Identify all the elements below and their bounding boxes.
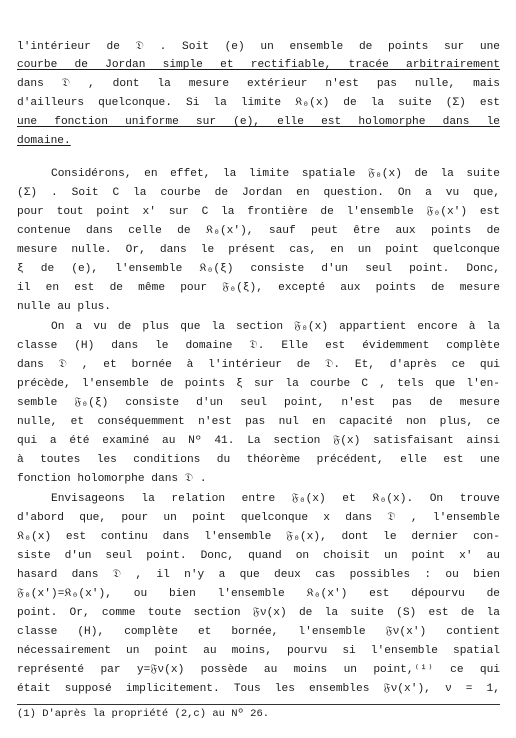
text-line: contenue dans celle de 𝔎₀(x'), sauf peut être aux points de [17, 225, 500, 237]
text-line: nulle, et conséquemment n'est pas nul en capacité non plus, ce [17, 416, 500, 428]
text-line: il en est de même pour 𝔉₀(ξ), excepté aux points de mesure [17, 282, 500, 294]
text-line: nécessairement un point au moins, pourvu si l'ensemble spatial [17, 645, 500, 657]
text-line: une fonction uniforme sur (e), elle est holomorphe dans le [17, 116, 500, 128]
text-line: classe (H), complète et bornée, l'ensemble 𝔉ν(x') contient [17, 626, 500, 638]
text-line: nulle au plus. [17, 301, 111, 313]
text-line: courbe de Jordan simple et rectifiable, tracée arbitrairement [17, 59, 500, 71]
text-line: à toutes les conditions du théorème précédent, elle est une [17, 454, 500, 466]
text-line: point. Or, comme toute section 𝔉ν(x) de la suite (S) est de la [17, 607, 500, 619]
footnote-divider [17, 704, 500, 705]
text-line: semble 𝔉₀(ξ) consiste d'un seul point, n'est pas de mesure [17, 397, 500, 409]
text-line: 𝔉₀(x')=𝔎₀(x'), ou bien l'ensemble 𝔎₀(x') est dépourvu de [17, 588, 500, 600]
text-line: qui a été examiné au Nº 41. La section 𝔉(x) satisfaisant ainsi [17, 435, 500, 447]
text-line: ξ de (e), l'ensemble 𝔎₀(ξ) consiste d'un seul point. Donc, [17, 263, 500, 275]
text-line: Envisageons la relation entre 𝔉₀(x) et 𝔎₀(x). On trouve [51, 493, 500, 505]
text-line: On a vu de plus que la section 𝔉₀(x) appartient encore à la [51, 321, 500, 333]
text-line: mesure nulle. Or, dans le présent cas, en un point quelconque [17, 244, 500, 256]
text-line: 𝔎₀(x) est continu dans l'ensemble 𝔉₀(x), dont le dernier con- [17, 531, 500, 543]
text-line: représenté par y=𝔉ν(x) possède au moins un point,⁽¹⁾ ce qui [17, 664, 500, 676]
text-line: siste d'un seul point. Donc, quand on choisit un point x' au [17, 550, 500, 562]
text-line: d'ailleurs quelconque. Si la limite 𝔎₀(x) de la suite (Σ) est [17, 97, 500, 109]
text-line: classe (H) dans le domaine 𝔇. Elle est évidemment complète [17, 340, 500, 352]
text-line: domaine. [17, 135, 71, 147]
text-line: Considérons, en effet, la limite spatiale 𝔉₀(x) de la suite [51, 168, 500, 180]
text-line: hasard dans 𝔇 , il n'y a que deux cas possibles : ou bien [17, 569, 500, 581]
text-line: dans 𝔇 , dont la mesure extérieur n'est pas nulle, mais [17, 78, 500, 90]
text-line: dans 𝔇 , et bornée à l'intérieur de 𝔇. Et, d'après ce qui [17, 359, 500, 371]
text-line: était supposé implicitement. Tous les ensembles 𝔉ν(x'), ν = 1, [17, 683, 500, 695]
text-line: pour tout point x' sur C la frontière de l'ensemble 𝔉₀(x') est [17, 206, 500, 218]
text-line: l'intérieur de 𝔇 . Soit (e) un ensemble de points sur une [17, 41, 500, 53]
text-line: fonction holomorphe dans 𝔇 . [17, 473, 207, 485]
text-line: (Σ) . Soit C la courbe de Jordan en question. On a vu que, [17, 187, 500, 199]
text-line: d'abord que, pour un point quelconque x dans 𝔇 , l'ensemble [17, 512, 500, 524]
footnote: (1) D'après la propriété (2,c) au Nº 26. [17, 708, 270, 720]
text-line: précède, l'ensemble de points ξ sur la courbe C , tels que l'en- [17, 378, 500, 390]
